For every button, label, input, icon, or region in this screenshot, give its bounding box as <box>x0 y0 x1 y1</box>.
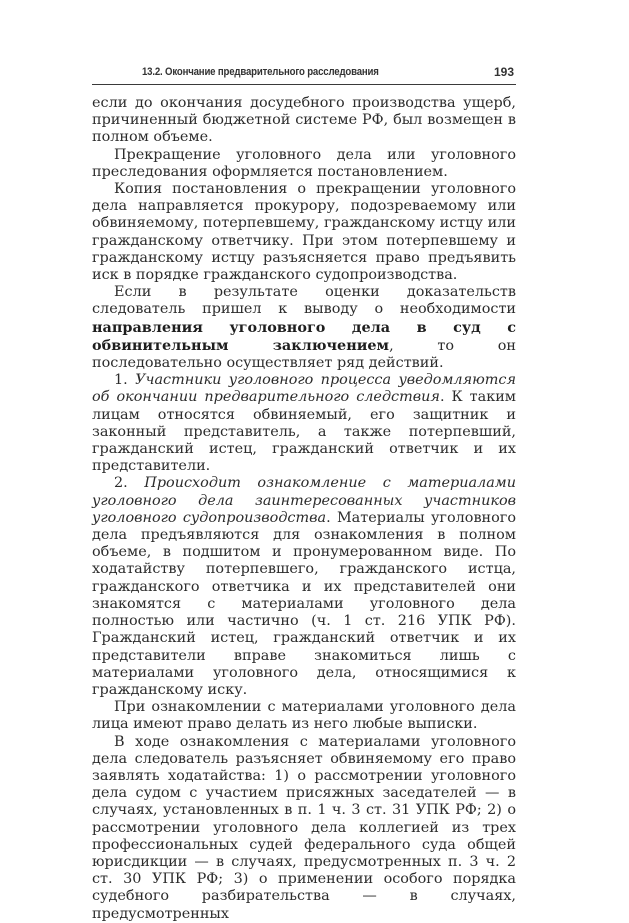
italic-text: Участники уголовного процесса уведомляются об окончании предварительного следствия <box>92 372 516 406</box>
text-run: Если в результате оценки доказательств следователь пришел к выводу о необходимости <box>92 284 516 318</box>
text-run: . К таким лицам относятся обвиняемый, его защитник и законный представитель, а также потерпевший, гражданский истец, гражданский ответчик и их представители. <box>92 389 516 475</box>
text-run: Прекращение уголовного дела или уголовного преследования оформляется постановлением. <box>92 146 516 180</box>
text-run: 2. <box>114 475 145 492</box>
text-run: В ходе ознакомления с материалами уголовного дела следователь разъясняет обвиняемому его право заявлять ходатайства: 1) о рассмотрении уголовного дела судом с участием присяжных заседателей — в случаях, установленных в п. 1 ч. 3 ст. 31 УПК РФ; 2) о рассмотрении уголовного дела коллегией из трех профессиональных судей федерального суда общей юрисдикции — в случаях, предусмотренных п. 3 ч. 2 ст. 30 УПК РФ; 3) о применении особого порядка судебного разбирательства — в случаях, предусмотренных <box>92 733 516 922</box>
paragraph-7 <box>92 734 516 923</box>
paragraph-2 <box>92 181 516 284</box>
paragraph-0 <box>92 95 516 147</box>
text-run: 1. <box>114 372 136 389</box>
italic-text: Происходит ознакомление с материалами уголовного дела заинтересованных участников уголовного судопроизводства <box>92 475 516 526</box>
paragraph-1 <box>92 147 516 181</box>
paragraph-6 <box>92 699 516 733</box>
body-text <box>92 95 516 923</box>
text-run: если до окончания досудебного производства ущерб, причиненный бюджетной системе РФ, был возмещен в полном объеме. <box>92 95 516 146</box>
paragraph-3 <box>92 284 516 372</box>
page-number: 193 <box>493 65 514 79</box>
text-run: Копия постановления о прекращении уголовного дела направляется прокурору, подозреваемому или обвиняемому, потерпевшему, гражданскому истцу или гражданскому ответчику. При этом потерпевшему и гражданскому истцу разъясняется право предъявить иск в порядке гражданского судопроизводства. <box>92 181 516 284</box>
text-run: При ознакомлении с материалами уголовного дела лица имеют право делать из него любые выписки. <box>92 699 516 733</box>
paragraph-4 <box>92 372 516 475</box>
text-run: . Материалы уголовного дела предъявляются для ознакомления в полном объеме, в подшитом и пронумерованном виде. По ходатайству потерпевшего, гражданского истца, гражданского ответчика и их представителей они знакомятся с материалами уголовного дела полностью или частично (ч. 1 ст. 216 УПК РФ). Гражданский истец, гражданский ответчик и их представители вправе знакомиться лишь с материалами уголовного дела, относящимися к гражданскому иску. <box>92 509 517 698</box>
section-title: 13.2. Окончание предварительного расследования <box>142 66 379 78</box>
bold-text: направления уголовного дела в суд с обвинительным заключением <box>92 318 516 354</box>
paragraph-5 <box>92 475 516 699</box>
running-header <box>92 64 516 85</box>
text-run: , то он последовательно осуществляет ряд действий. <box>92 337 516 372</box>
